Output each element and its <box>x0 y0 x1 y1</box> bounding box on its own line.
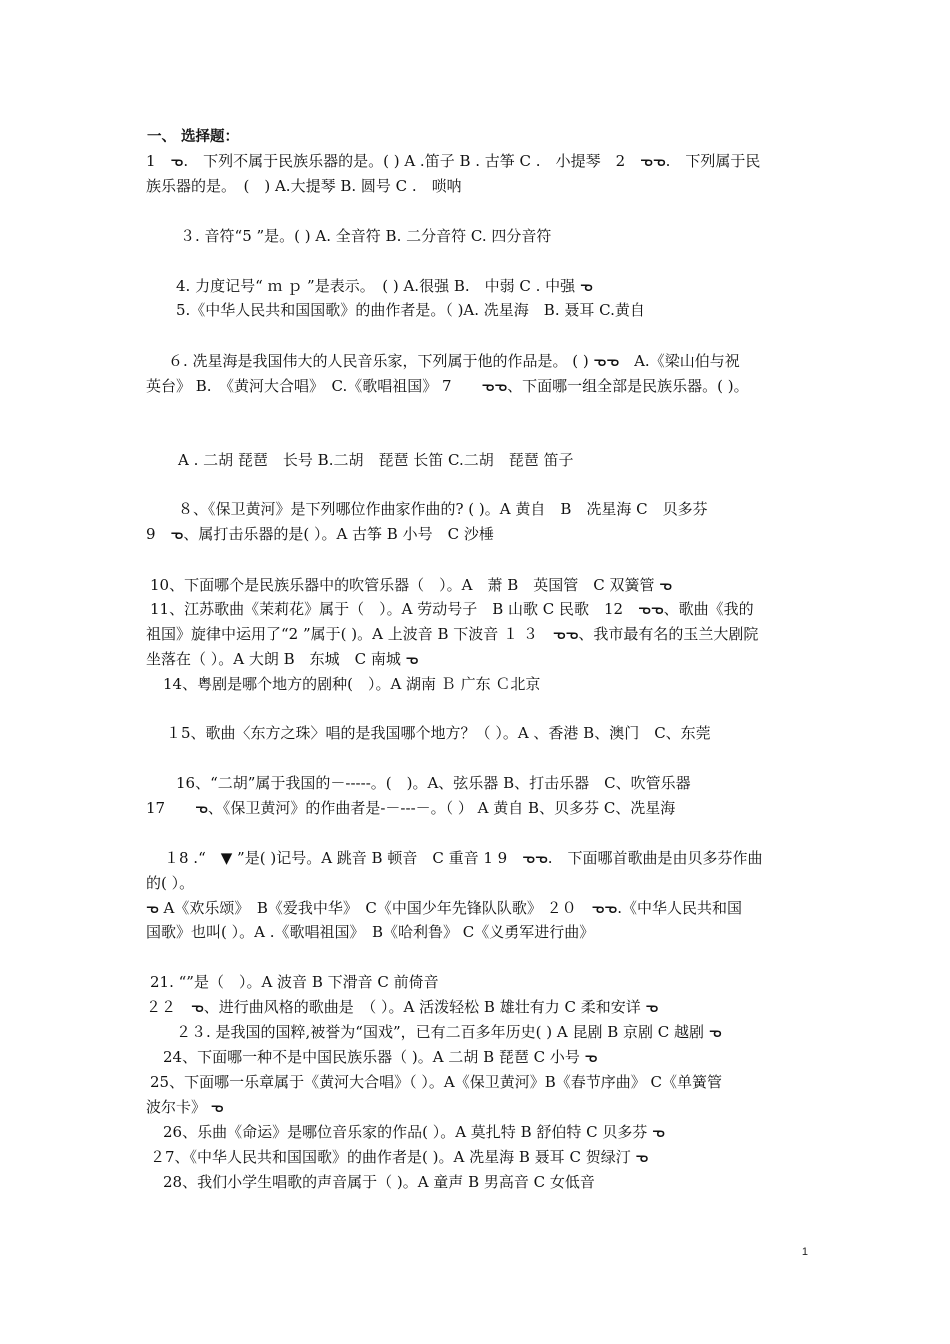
question-line: ８、《保卫黄河》是下列哪位作曲家作曲的? ( )。A 黄自 B 冼星海 C 贝多芬 <box>178 500 708 518</box>
question-line: １5、歌曲〈东方之珠〉唱的是我国哪个地方？（ ）。A 、香港 B、澳门 C、东莞 <box>166 724 711 742</box>
question-line: ２7、《中华人民共和国国歌》的曲作者是( )。A 冼星海 B 聂耳 C 贺绿汀 ᓀ <box>150 1148 649 1166</box>
question-line: 族乐器的是。 ( ) A.大提琴 B. 圆号 C . 唢呐 <box>146 177 462 195</box>
question-line: ᓀ A《欢乐颂》 B《爱我中华》 C《中国少年先锋队队歌》 ２０ ᓀᓀ.《中华人民共和国 <box>146 899 742 917</box>
question-line: 16、“二胡”属于我国的－-----。( )。A、弦乐器 B、打击乐器 C、吹管乐器 <box>176 774 691 792</box>
question-line: A . 二胡 琵琶 长号 B.二胡 琵琶 长笛 C.二胡 琵琶 笛子 <box>178 451 574 469</box>
question-line: 26、乐曲《命运》是哪位音乐家的作品( ）。A 莫扎特 B 舒伯特 C 贝多芬 ᓀ <box>163 1123 665 1141</box>
question-line: 1 ᓀ. 下列不属于民族乐器的是。( ) A .笛子 B . 古筝 C . 小提琴 2 ᓀᓀ. 下列属于民 <box>146 152 761 170</box>
question-line: 5.《中华人民共和国国歌》的曲作者是。（ )A. 冼星海 B. 聂耳 C.黄自 <box>176 301 645 319</box>
question-line: 祖国》旋律中运用了“2 ”属于( )。A 上波音 B 下波音 １ ３ ᓀᓀ、我市最有名的玉兰大剧院 <box>146 625 759 643</box>
question-line: ３. 音符“5 ”是。( ) A. 全音符 B. 二分音符 C. 四分音符 <box>180 227 552 245</box>
question-line: 坐落在（ ）。A 大朗 B 东城 C 南城 ᓀ <box>146 650 419 668</box>
question-line: 25、下面哪一乐章属于《黄河大合唱》（ ）。A《保卫黄河》B《春节序曲》 C《单簧管 <box>150 1073 722 1091</box>
question-line: 11、江苏歌曲《茉莉花》属于（ ）。A 劳动号子 B 山歌 C 民歌 12 ᓀᓀ、歌曲《我的 <box>150 600 754 618</box>
question-line: 英台》 B. 《黄河大合唱》 C.《歌唱祖国》 7 ᓀᓀ、下面哪一组全部是民族乐器。( )。 <box>146 377 749 395</box>
question-line: ２２ ᓀ、进行曲风格的歌曲是 （ ）。A 活泼轻松 B 雄壮有力 C 柔和安详 ᓀ <box>146 998 659 1016</box>
question-line: 10、下面哪个是民族乐器中的吹管乐器（ ）。A 萧 B 英国管 C 双簧管 ᓀ <box>150 576 673 594</box>
question-line: 波尔卡》 ᓀ <box>146 1098 224 1116</box>
question-line: 9 ᓀ、属打击乐器的是( ）。A 古筝 B 小号 C 沙棰 <box>146 525 494 543</box>
question-line: 24、下面哪一种不是中国民族乐器（ )。A 二胡 B 琵琶 C 小号 ᓀ <box>163 1048 598 1066</box>
question-line: 21. “”是（ ）。A 波音 B 下滑音 C 前倚音 <box>150 973 439 991</box>
question-line: 28、我们小学生唱歌的声音属于（ )。A 童声 B 男高音 C 女低音 <box>163 1173 595 1191</box>
question-line: 14、粤剧是哪个地方的剧种( ）。A 湖南 Ｂ 广东 Ｃ北京 <box>163 675 541 693</box>
section-title: 一、 选择题： <box>147 129 240 145</box>
question-line: 国歌》也叫( ）。A .《歌唱祖国》 B《哈利鲁》 C《义勇军进行曲》 <box>146 923 595 941</box>
question-line: 4. 力度记号“ ｍ ｐ ”是表示。 ( ) A.很强 B. 中弱 C . 中强 ᓀ <box>176 277 593 295</box>
question-line: 17 ᓀ、《保卫黄河》的作曲者是-－---－。（ ） A 黄自 B、贝多芬 C、冼星海 <box>146 799 676 817</box>
question-line: 的( ）。 <box>146 874 195 892</box>
page-number: 1 <box>801 1246 808 1258</box>
question-line: ６. 冼星海是我国伟大的人民音乐家，下列属于他的作品是。 ( ) ᓀᓀ A.《梁山伯与祝 <box>168 352 740 370</box>
question-line: １8 .“ ▼ ”是( )记号。A 跳音 B 顿音 C 重音 1 9 ᓀᓀ. 下面哪首歌曲是由贝多芬作曲 <box>164 849 763 867</box>
question-line: ２３. 是我国的国粹,被誉为“国戏”，已有二百多年历史( ) A 昆剧 B 京剧 C 越剧 ᓀ <box>176 1023 722 1041</box>
